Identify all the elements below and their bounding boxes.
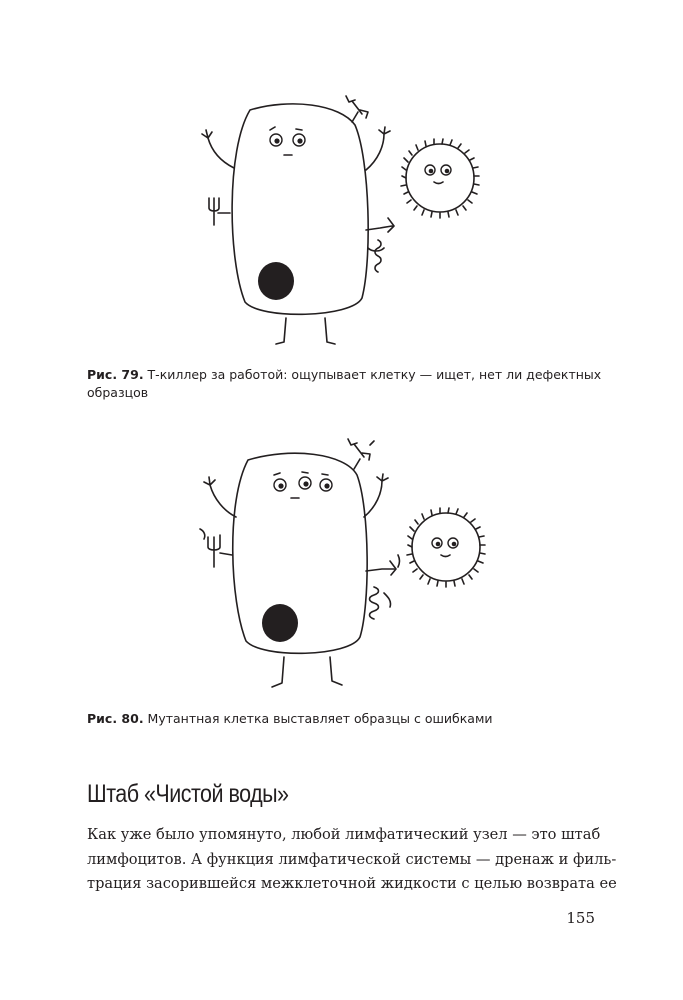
neighbor-cell: [412, 513, 480, 581]
t-killer-right-leg: [325, 318, 335, 344]
figure-79-caption: [87, 366, 607, 402]
section-title: Штаб «Чистой воды»: [87, 780, 289, 808]
target-cell: [406, 144, 474, 212]
t-killer-left-arm: [208, 138, 234, 168]
figure-79-caption-label: Рис. 79.: [87, 367, 144, 382]
wrench-icon-2: [348, 439, 374, 460]
body-paragraph: [87, 823, 617, 897]
mutant-cell-nucleus: [262, 604, 298, 642]
t-killer-left-leg: [276, 318, 286, 344]
neighbor-cell-eyes: [432, 538, 458, 557]
neighbor-cell-fuzz: [407, 508, 485, 587]
t-killer-illustration: [0, 80, 683, 360]
figure-80-caption-label: Рис. 80.: [87, 711, 144, 726]
figure-79: [0, 80, 683, 360]
mutant-cell-eyes: [274, 472, 332, 498]
t-killer-eyes: [270, 127, 305, 155]
mutant-cell-illustration: [0, 425, 683, 700]
body-line: Как уже было упомянуто, любой лимфатический узел — это штаб: [87, 826, 601, 843]
figure-80: [0, 425, 683, 700]
figure-80-caption: [87, 710, 607, 728]
target-cell-eyes: [425, 165, 451, 184]
broken-fork-icon: [200, 529, 220, 567]
t-killer-nucleus: [258, 262, 294, 300]
spring-icon: [375, 240, 381, 272]
body-line: лимфоцитов. А функция лимфатической системы — дренаж и филь-: [87, 850, 617, 868]
figure-79-caption-text: Т-киллер за работой: ощупывает клетку — ищет, нет ли дефектных образцов: [87, 367, 602, 400]
spring-icon-2: [370, 587, 391, 619]
page-number: 155: [566, 909, 595, 927]
t-killer-right-arm: [352, 112, 358, 122]
fork-icon: [209, 198, 219, 225]
figure-80-caption-text: Мутантная клетка выставляет образцы с ошибками: [143, 711, 493, 726]
body-line: трация засорившейся межклеточной жидкости с целью возврата ее: [87, 875, 617, 892]
target-cell-fuzz: [401, 139, 479, 218]
